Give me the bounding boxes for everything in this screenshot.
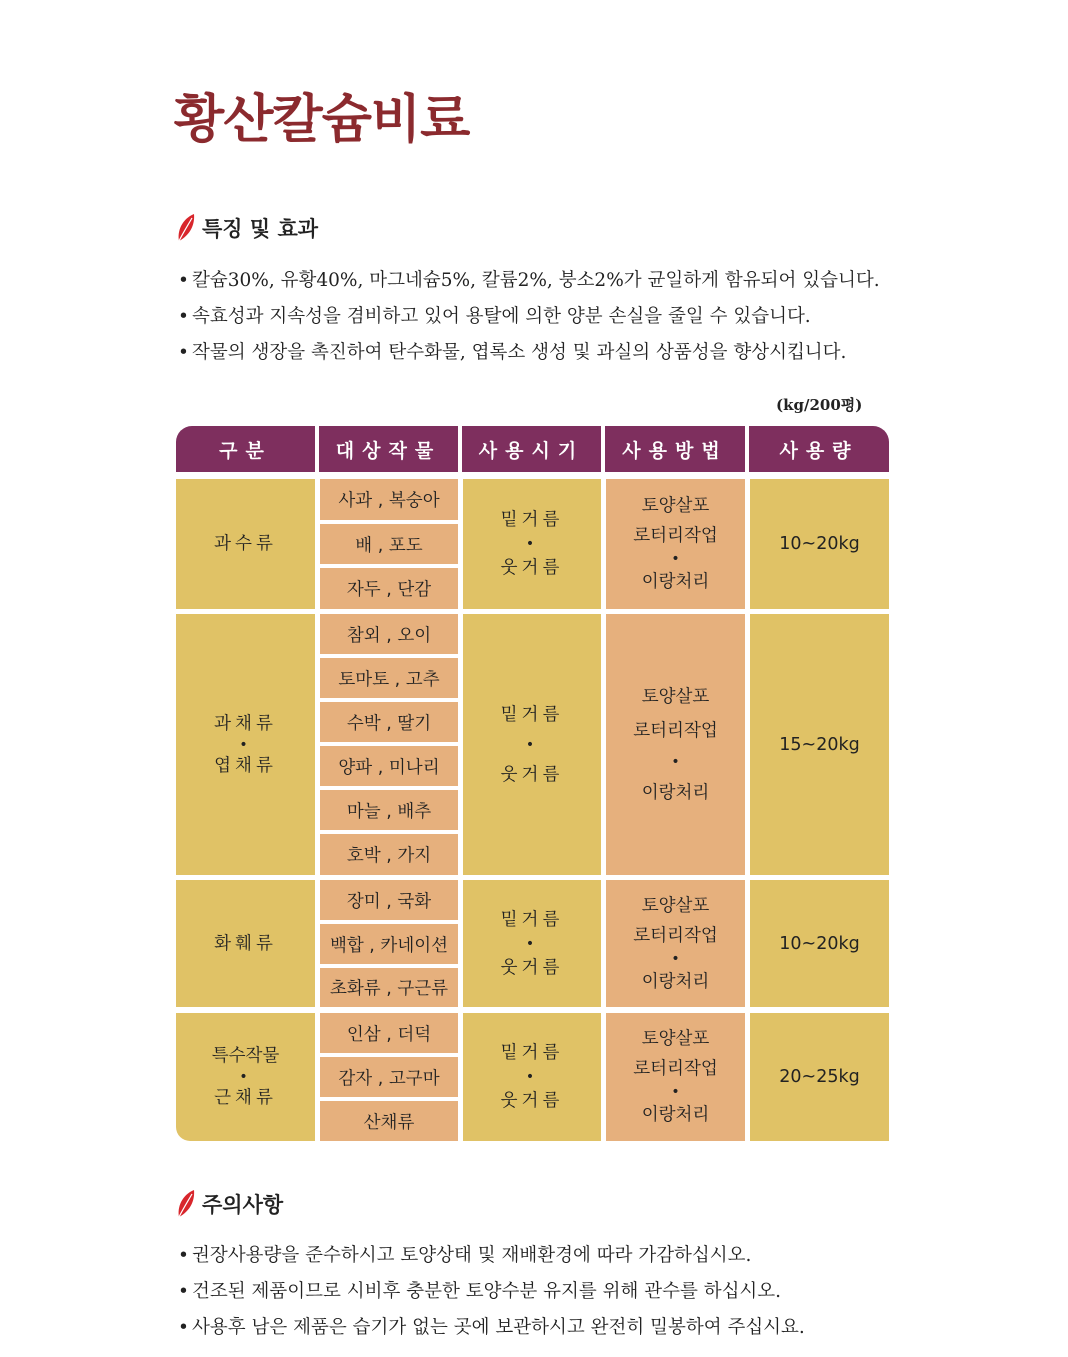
list-item: • 작물의 생장을 촉진하여 탄수화물, 엽록소 생성 및 과실의 상품성을 향상시킵니다. xyxy=(178,342,847,363)
crop-cell: 백합 , 카네이션 xyxy=(320,924,458,964)
category-cell: 화훼류 xyxy=(176,880,315,1007)
cautions-heading xyxy=(176,1189,283,1219)
features-heading-text: 특징 및 효과 xyxy=(202,217,319,241)
cautions-list xyxy=(178,1238,805,1346)
timing-cell: 밑거름 • 웃거름 xyxy=(463,614,601,875)
timing-cell: 밑거름 • 웃거름 xyxy=(463,479,601,609)
timing-cell: 밑거름 • 웃거름 xyxy=(463,880,601,1007)
method-cell: 토양살포 로터리작업 • 이랑처리 xyxy=(606,1013,745,1141)
amount-cell: 15~20kg xyxy=(750,614,889,875)
crop-cell: 산채류 xyxy=(320,1101,458,1141)
features-list xyxy=(178,263,880,371)
category-cell: 과채류 • 엽채류 xyxy=(176,614,315,875)
category-cell: 과수류 xyxy=(176,479,315,609)
crop-cell: 인삼 , 더덕 xyxy=(320,1013,458,1053)
features-heading xyxy=(176,213,318,243)
amount-cell: 10~20kg xyxy=(750,880,889,1007)
list-item: • 칼슘30%, 유황40%, 마그네슘5%, 칼륨2%, 붕소2%가 균일하게 함유되어 있습니다. xyxy=(178,270,880,291)
crop-cell: 수박 , 딸기 xyxy=(320,702,458,742)
header-timing: 사용시기 xyxy=(478,439,585,462)
list-item: • 권장사용량을 준수하시고 토양상태 및 재배환경에 따라 가감하십시오. xyxy=(178,1245,752,1266)
cautions-heading-text: 주의사항 xyxy=(202,1193,284,1217)
header-crops: 대상작물 xyxy=(335,439,442,462)
crop-cell: 마늘 , 배추 xyxy=(320,790,458,830)
crop-cell: 초화류 , 구근류 xyxy=(320,968,458,1007)
amount-cell: 20~25kg xyxy=(750,1013,889,1141)
page-title: 황산칼슘비료 xyxy=(174,90,470,150)
method-cell: 토양살포 로터리작업 • 이랑처리 xyxy=(606,880,745,1007)
crop-cell: 장미 , 국화 xyxy=(320,880,458,920)
list-item: • 속효성과 지속성을 겸비하고 있어 용탈에 의한 양분 손실을 줄일 수 있습니다. xyxy=(178,306,811,327)
crop-cell: 감자 , 고구마 xyxy=(320,1057,458,1097)
leaf-icon xyxy=(176,1189,196,1219)
list-item: • 건조된 제품이므로 시비후 충분한 토양수분 유지를 위해 관수를 하십시오. xyxy=(178,1281,782,1302)
header-amount: 사용량 xyxy=(779,439,859,462)
crop-cell: 배 , 포도 xyxy=(320,524,458,564)
crop-cell: 자두 , 단감 xyxy=(320,568,458,609)
amount-cell: 10~20kg xyxy=(750,479,889,609)
category-cell: 특수작물 • 근채류 xyxy=(176,1013,315,1141)
method-cell: 토양살포 로터리작업 • 이랑처리 xyxy=(606,614,745,875)
crop-cell: 토마토 , 고추 xyxy=(320,658,458,698)
timing-cell: 밑거름 • 웃거름 xyxy=(463,1013,601,1141)
crop-cell: 참외 , 오이 xyxy=(320,614,458,654)
method-cell: 토양살포 로터리작업 • 이랑처리 xyxy=(606,479,745,609)
crop-cell: 사과 , 복숭아 xyxy=(320,479,458,520)
unit-label: (kg/200평) xyxy=(776,396,863,414)
header-category: 구분 xyxy=(219,439,272,462)
crop-cell: 호박 , 가지 xyxy=(320,834,458,875)
crop-cell: 양파 , 미나리 xyxy=(320,746,458,786)
leaf-icon xyxy=(176,213,196,243)
list-item: • 사용후 남은 제품은 습기가 없는 곳에 보관하시고 완전히 밀봉하여 주십시요. xyxy=(178,1317,805,1338)
header-method: 사용방법 xyxy=(622,439,728,462)
